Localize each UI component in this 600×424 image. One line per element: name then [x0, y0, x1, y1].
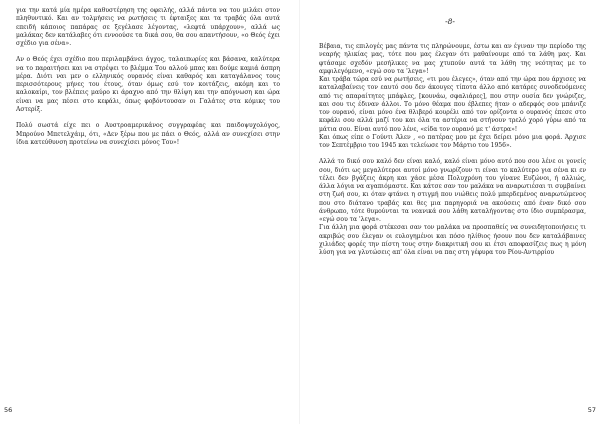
right-page-text: [319, 43, 586, 266]
chapter-number: -8-: [445, 17, 455, 26]
left-paragraph-3: Πολύ σωστά είχε πει ο Αυστροαμερικάνος συγγραφέας και παιδοψυχολόγος, Μπρούνο Μπετελχάιμ, ότι, «Δεν ξέρω που με πάει ο Θεός, αλλά αν συνεχίσει στην ίδια κατεύθυνση προτείνω να συνεχίσει μόνος Του»!: [16, 122, 280, 146]
left-page-text: [16, 7, 280, 155]
left-page-number: 56: [4, 406, 13, 414]
right-paragraph-1: Βέβαια, τις επιλογές μας πάντα τις πληρώνουμε, έστω και αν έγιναν την περίοδο της νεαρής ηλικίας μας, τότε που μας έλεγαν ότι μαθαίνουμε από τα λάθη μας. Και φτάσαμε σχεδόν μεσήλικες να μας χτυπούν αυτά τα λάθη της νεότητας με το αμφιλεγόμενο, «εγώ σου τα 'λεγα»! Και τράβα τώρα εσύ να ρωτήσεις, «τι μου έλεγες», όταν από την ώρα που άρχισες να καταλαβαίνεις τον εαυτό σου δεν άκουγες τίποτα άλλο από κατάρες συνοδευόμενες από τις απαραίτητες μπάφλες, [κουνάω, σφαλιάρες], που στην ουσία δεν γνώριζες, και σου τις έδιναν άλλοι. Το μόνο θέαμα που έβλεπες ήταν ο αδερφός σου μπάνιζε τον ουρανό, είναι μόνο ένα θλιβερό κουρέλι από τον ορίζοντα ο ουρανός έπεσε στο κεφάλι σου αλλά μαζί του και όλα τα αστέρια να στήνουν τρελό χορό γύρω από τα μάτια σου. Είναι αυτό που λένε, «είδα τον ουρανό με τ' άστρα»! Και όπως είπε ο Γούντι Άλεν , «ο πατέρας μου με έχει δείρει μόνο μια φορά. Άρχισε τον Σεπτέμβριο του 1945 και τελείωσε τον Μάρτιο του 1956».: [319, 43, 586, 149]
right-page-number: 57: [587, 406, 596, 414]
right-page: [300, 0, 600, 424]
left-paragraph-1: για την κατά μία ημέρα καθυστέρηση της οφειλής, αλλά πάντα να του μιλάει στον πληθυντικό. Και αν τολμήσεις να ρωτήσεις τι έφταιξες και τα τραβάς όλα αυτά επειδή κάποιος παπάρας σε ξεγέλασε λέγοντας, «λεφτά υπάρχουν», αλλά ως μαλάκας δεν κατάλαβες ότι εννοούσε τα δικά σου, θα σου απαντήσουν, «ο Θεός έχει σχέδιο για σένα».: [16, 7, 280, 47]
left-paragraph-2: Αν ο Θεός έχει σχέδιο που περιλαμβάνει άγχος, ταλαιπωρίες και βάσανα, καλύτερα να το παραιτήσει και να στρέψει το βλέμμα Του αλλού μπας και δούμε καμιά άσπρη μέρα. Διότι ναι μεν ο ελληνικός ουρανός είναι καθαρός και καταγάλανος τους περισσότερους μήνες του έτους, όταν όμως εσύ τον κοιτάζεις, ακόμη και το καλοκαίρι, τον βλέπεις μαύρο κι άραχνο από την θλίψη και την απόγνωση και ώρα είναι να μας πέσει στο κεφάλι, όπως φοβόντουσαν οι Γαλάτες στα κόμικς του Αστερίξ.: [16, 56, 280, 113]
right-paragraph-2: Αλλά το δικό σου καλό δεν είναι καλό, καλό είναι μόνο αυτό που σου λένε οι γονείς σου, διότι ως μεγαλύτεροι αυτοί μόνο γνωρίζουν τι είναι το καλύτερο για σένα κι εν τέλει δεν βγάζεις άκρη και χάσε μέσα Πολυχρόνη του γίνανε Ευζώνοι, ή αλλιώς, άλλα λόγια να αγαπιόμαστε. Και κάτσε σαν τον μαλάκα να αναρωτιέσαι τι συμβαίνει στη ζωή σου, κι όταν φτάνει η στιγμή που νιώθεις πολύ μπερδεμένος αναρωτώμενος που στο διάτανο τραβάς και θες μια παρηγοριά να ακούσεις από έναν δικό σου άνθρωπο, τότε θυμούνται τα νεανικά σου λάθη καταλήγοντας στο ίδιο συμπέρασμα, «εγώ σου τα 'λεγα». Για άλλη μια φορά στέκεσαι σαν τον μαλάκα να προσπαθείς να συνειδητοποιήσεις τι ακριβώς σου έλεγαν οι ευλογημένοι και πόσο ηλίθιος ήσουν που δεν καταλάβαινες χιλιάδες φορές την πίστη τους στην διακριτική σου κι έτσι αποφασίζεις πως η μόνη λύση για να γλυτώσεις απ' όλα είναι να πας στη γέφυρα του Ρίου-Αντιρρίου: [319, 158, 586, 257]
